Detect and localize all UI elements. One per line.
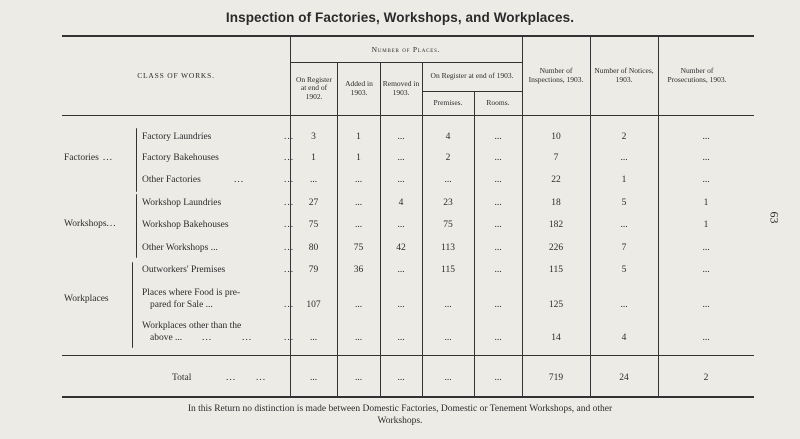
leader-dots: ... xyxy=(284,220,295,230)
row-label-text: Factory Bakehouses xyxy=(142,153,219,163)
row-label-text: Workshop Bakehouses xyxy=(142,220,229,230)
table-cell-removed: 42 xyxy=(396,242,406,253)
leader-dots: ... xyxy=(102,153,113,163)
table-cell-rooms: ... xyxy=(494,242,502,253)
table-cell-premises: 75 xyxy=(443,219,453,230)
table-cell-premises: 113 xyxy=(441,242,455,253)
header-premises: Premises. xyxy=(433,97,463,107)
table-cell-removed: ... xyxy=(397,332,405,343)
header-bottom-rule xyxy=(62,115,754,116)
table-cell-premises: ... xyxy=(444,174,452,185)
leader-dots: ... xyxy=(284,132,295,142)
table-cell-notices: ... xyxy=(620,152,628,163)
table-cell-added: ... xyxy=(354,299,363,310)
group-workplaces xyxy=(64,293,109,305)
table-cell-removed: ... xyxy=(397,131,405,142)
leader-dots: ... xyxy=(226,373,237,383)
row-label xyxy=(142,242,295,254)
leader-dots: ... xyxy=(106,219,117,229)
total-cell-rooms: ... xyxy=(494,372,502,383)
total-cell-removed: ... xyxy=(397,372,405,383)
header-number-of-places: Number of Places. xyxy=(371,44,441,54)
table-cell-inspections: 18 xyxy=(551,197,561,208)
brace-workplaces xyxy=(132,262,133,348)
table-cell-prosecutions: 1 xyxy=(703,219,709,230)
table-cell-premises: 4 xyxy=(445,131,451,142)
header-on-register-1902: On Register at end of 1902. xyxy=(295,74,333,101)
table-cell-removed: ... xyxy=(397,264,405,275)
table-cell-inspections: 14 xyxy=(551,332,561,343)
leader-dots: ... xyxy=(284,333,295,343)
table-cell-added: 75 xyxy=(353,242,364,253)
leader-dots: ... xyxy=(284,265,295,275)
row-label xyxy=(142,320,295,344)
row-label xyxy=(142,219,295,231)
group-workshops xyxy=(64,218,117,230)
table-cell-rooms: ... xyxy=(494,174,502,185)
group-label: Factories xyxy=(64,153,99,163)
table-cell-removed: ... xyxy=(397,219,405,230)
table-cell-rooms: ... xyxy=(494,219,502,230)
table-cell-on-reg-1902: 79 xyxy=(308,264,319,275)
header-notices-1903: Number of Notices, 1903. xyxy=(594,66,654,84)
group-factories xyxy=(64,152,113,164)
leader-dots: ... xyxy=(284,243,295,253)
row-label xyxy=(142,287,295,311)
row-label-text: Workplaces other than the xyxy=(142,321,242,331)
table-cell-removed: 4 xyxy=(398,197,404,208)
total-cell-prosecutions: 2 xyxy=(703,372,709,383)
table-cell-prosecutions: ... xyxy=(702,152,710,163)
table-cell-prosecutions: 1 xyxy=(703,197,709,208)
leader-dots: ... xyxy=(284,153,295,163)
table-cell-added: ... xyxy=(354,219,363,230)
row-label-text: above ... xyxy=(150,333,183,343)
total-cell-premises: ... xyxy=(444,372,452,383)
table-cell-rooms: ... xyxy=(494,264,502,275)
table-cell-inspections: 182 xyxy=(548,219,564,230)
table-cell-prosecutions: ... xyxy=(702,264,710,275)
leader-dots: ... xyxy=(284,175,295,185)
total-top-rule xyxy=(62,355,754,356)
table-cell-inspections: 125 xyxy=(548,299,564,310)
table-cell-notices: 2 xyxy=(621,131,627,142)
table-cell-notices: 5 xyxy=(621,197,627,208)
footnote-line: In this Return no distinction is made between Domestic Factories, Domestic or Tenement Workshops, and other xyxy=(187,404,613,414)
group-label: Workshops xyxy=(64,219,107,229)
row-label xyxy=(142,174,295,186)
table-cell-rooms: ... xyxy=(494,152,502,163)
header-added-1903: Added in 1903. xyxy=(345,79,373,97)
row-label xyxy=(142,152,295,164)
table-cell-added: ... xyxy=(354,332,363,343)
table-cell-added: 36 xyxy=(353,264,364,275)
leader-dots: ... xyxy=(284,300,295,310)
header-inspections-1903: Number of Inspections, 1903. xyxy=(528,66,584,84)
table-bottom-rule xyxy=(62,396,754,398)
table-cell-notices: 4 xyxy=(621,332,627,343)
table-cell-removed: ... xyxy=(397,299,405,310)
table-cell-on-reg-1902: 107 xyxy=(306,299,321,310)
total-cell-added: ... xyxy=(354,372,363,383)
table-cell-added: ... xyxy=(354,197,363,208)
table-cell-rooms: ... xyxy=(494,131,502,142)
leader-dots: ... xyxy=(242,333,253,343)
table-cell-inspections: 10 xyxy=(551,131,561,142)
table-cell-inspections: 115 xyxy=(549,264,563,275)
total-label-text: Total xyxy=(172,373,192,383)
row-label-text: Outworkers' Premises xyxy=(142,265,226,275)
table-cell-on-reg-1902: 27 xyxy=(308,197,319,208)
group-label: Workplaces xyxy=(64,294,109,304)
table-cell-notices: 7 xyxy=(621,242,627,253)
brace-workshops xyxy=(136,194,137,258)
table-cell-on-reg-1902: ... xyxy=(309,174,318,185)
table-cell-premises: 115 xyxy=(441,264,455,275)
table-cell-on-reg-1902: 75 xyxy=(308,219,319,230)
table-cell-notices: ... xyxy=(620,219,628,230)
leader-dots: ... xyxy=(202,333,213,343)
total-cell-notices: 24 xyxy=(619,372,629,383)
table-cell-on-reg-1902: 80 xyxy=(308,242,319,253)
leader-dots: ... xyxy=(256,373,267,383)
row-label-text: Workshop Laundries xyxy=(142,198,222,208)
table-cell-inspections: 7 xyxy=(553,152,559,163)
table-cell-added: 1 xyxy=(356,152,361,163)
table-cell-notices: 1 xyxy=(621,174,627,185)
row-label-text: Places where Food is pre- xyxy=(142,288,241,298)
footnote-line: Workshops. xyxy=(377,416,423,426)
row-label-text: Factory Laundries xyxy=(142,132,212,142)
table-cell-inspections: 226 xyxy=(548,242,564,253)
leader-dots: ... xyxy=(234,175,245,185)
page-number: 63 xyxy=(767,211,782,224)
page-title: Inspection of Factories, Workshops, and Workplaces. xyxy=(225,10,575,25)
header-prosecutions-1903: Number of Prosecutions, 1903. xyxy=(667,66,727,84)
table-cell-prosecutions: ... xyxy=(702,299,710,310)
total-label xyxy=(172,372,267,384)
header-on-register-1903: On Register at end of 1903. xyxy=(430,71,514,81)
table-cell-on-reg-1902: 3 xyxy=(311,131,316,142)
header-removed-1903: Removed in 1903. xyxy=(382,79,420,97)
table-cell-prosecutions: ... xyxy=(702,242,710,253)
table-cell-added: ... xyxy=(354,174,363,185)
row-label-text: Other Workshops ... xyxy=(142,243,218,253)
header-class-of-works: CLASS OF WORKS. xyxy=(137,71,215,80)
row-label-text: Other Factories xyxy=(142,175,201,185)
table-cell-premises: ... xyxy=(444,332,452,343)
table-cell-removed: ... xyxy=(397,174,405,185)
table-cell-premises: 2 xyxy=(445,152,451,163)
brace-factories xyxy=(136,128,137,192)
row-label xyxy=(142,197,295,209)
table-cell-added: 1 xyxy=(356,131,361,142)
row-label xyxy=(142,131,295,143)
table-cell-prosecutions: ... xyxy=(702,131,710,142)
table-cell-rooms: ... xyxy=(494,332,502,343)
table-cell-prosecutions: ... xyxy=(702,332,710,343)
table-cell-inspections: 22 xyxy=(551,174,561,185)
leader-dots: ... xyxy=(284,198,295,208)
row-label-text: pared for Sale ... xyxy=(150,300,213,310)
table-cell-rooms: ... xyxy=(494,299,502,310)
table-cell-on-reg-1902: 1 xyxy=(311,152,316,163)
table-cell-notices: 5 xyxy=(621,264,627,275)
table-cell-removed: ... xyxy=(397,152,405,163)
total-cell-inspections: 719 xyxy=(548,372,564,383)
table-cell-premises: 23 xyxy=(443,197,453,208)
footnote xyxy=(0,403,800,427)
table-cell-notices: ... xyxy=(620,299,628,310)
row-label xyxy=(142,264,295,276)
total-cell-on-reg-1902: ... xyxy=(309,372,318,383)
table-cell-on-reg-1902: ... xyxy=(309,332,318,343)
table-cell-rooms: ... xyxy=(494,197,502,208)
header-rooms: Rooms. xyxy=(486,97,510,107)
table-cell-prosecutions: ... xyxy=(702,174,710,185)
table-cell-premises: ... xyxy=(444,299,452,310)
